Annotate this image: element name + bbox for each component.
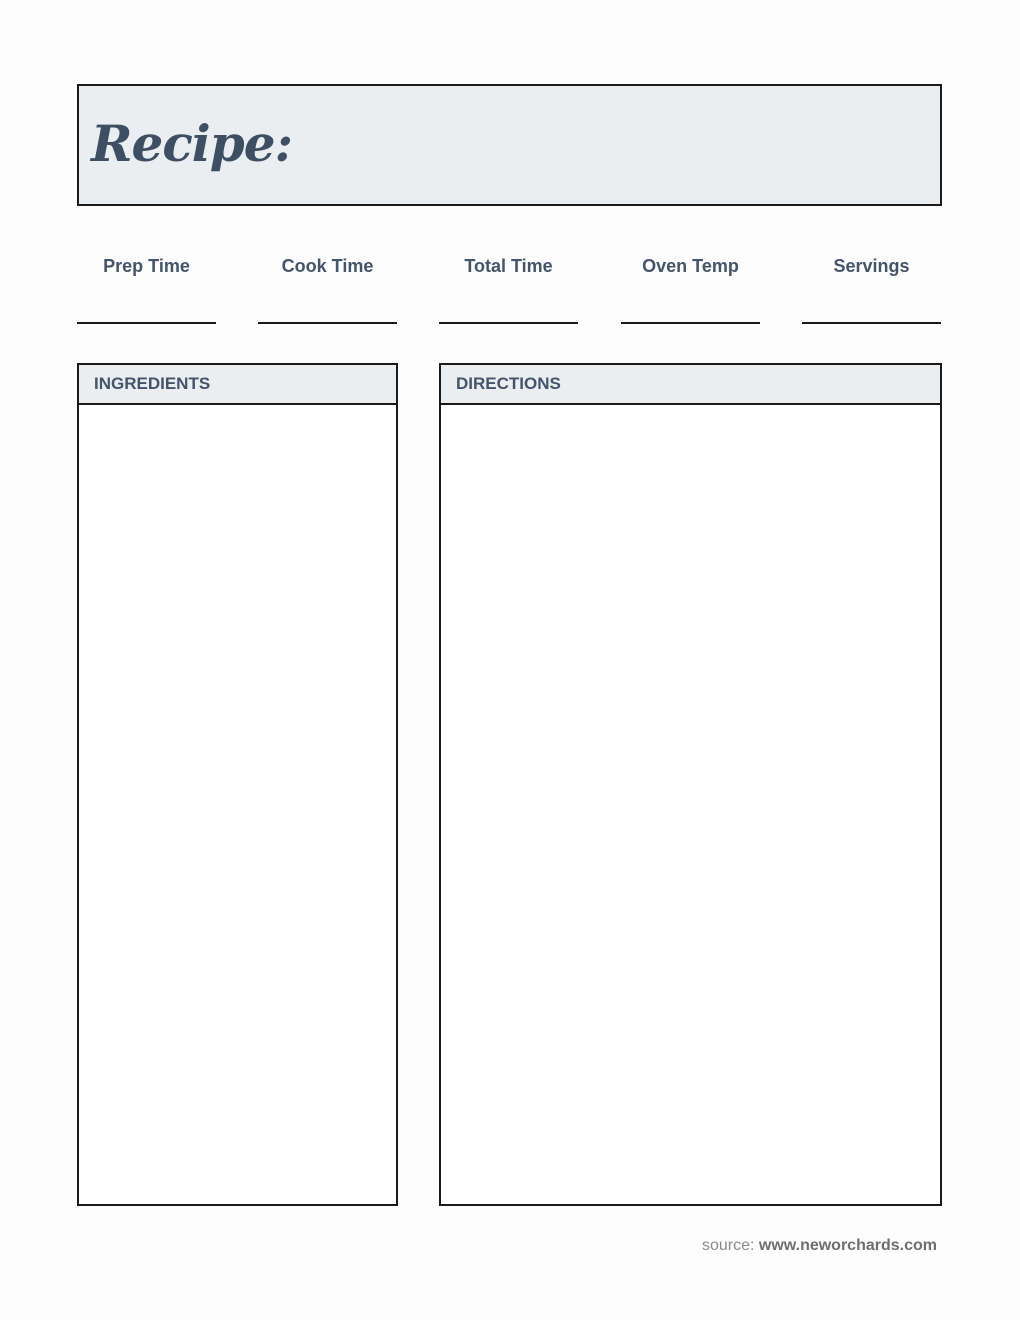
servings-label: Servings (833, 256, 910, 276)
cook-time-line (258, 322, 397, 324)
servings-field[interactable] (802, 254, 941, 326)
cook-time-label: Cook Time (281, 256, 374, 276)
total-time-label: Total Time (464, 256, 553, 276)
ingredients-panel (77, 363, 398, 1206)
directions-panel (439, 363, 942, 1206)
prep-time-label: Prep Time (103, 256, 190, 276)
servings-line (802, 322, 941, 324)
cook-time-field[interactable] (258, 254, 397, 326)
oven-temp-label: Oven Temp (642, 256, 739, 276)
total-time-field[interactable] (439, 254, 578, 326)
oven-temp-field[interactable] (621, 254, 760, 326)
recipe-title-label: Recipe: (91, 114, 293, 173)
recipe-title-box[interactable] (77, 84, 942, 206)
source-url-link[interactable]: www.neworchards.com (758, 1237, 937, 1254)
directions-heading: DIRECTIONS (441, 365, 940, 405)
source-prefix: source: (701, 1237, 759, 1254)
total-time-line (439, 322, 578, 324)
source-credit (702, 1237, 937, 1255)
prep-time-field[interactable] (77, 254, 216, 326)
directions-area[interactable] (441, 405, 940, 1204)
ingredients-heading: INGREDIENTS (79, 365, 396, 405)
oven-temp-line (621, 322, 760, 324)
ingredients-area[interactable] (79, 405, 396, 1204)
prep-time-line (77, 322, 216, 324)
recipe-meta-row (77, 254, 941, 328)
